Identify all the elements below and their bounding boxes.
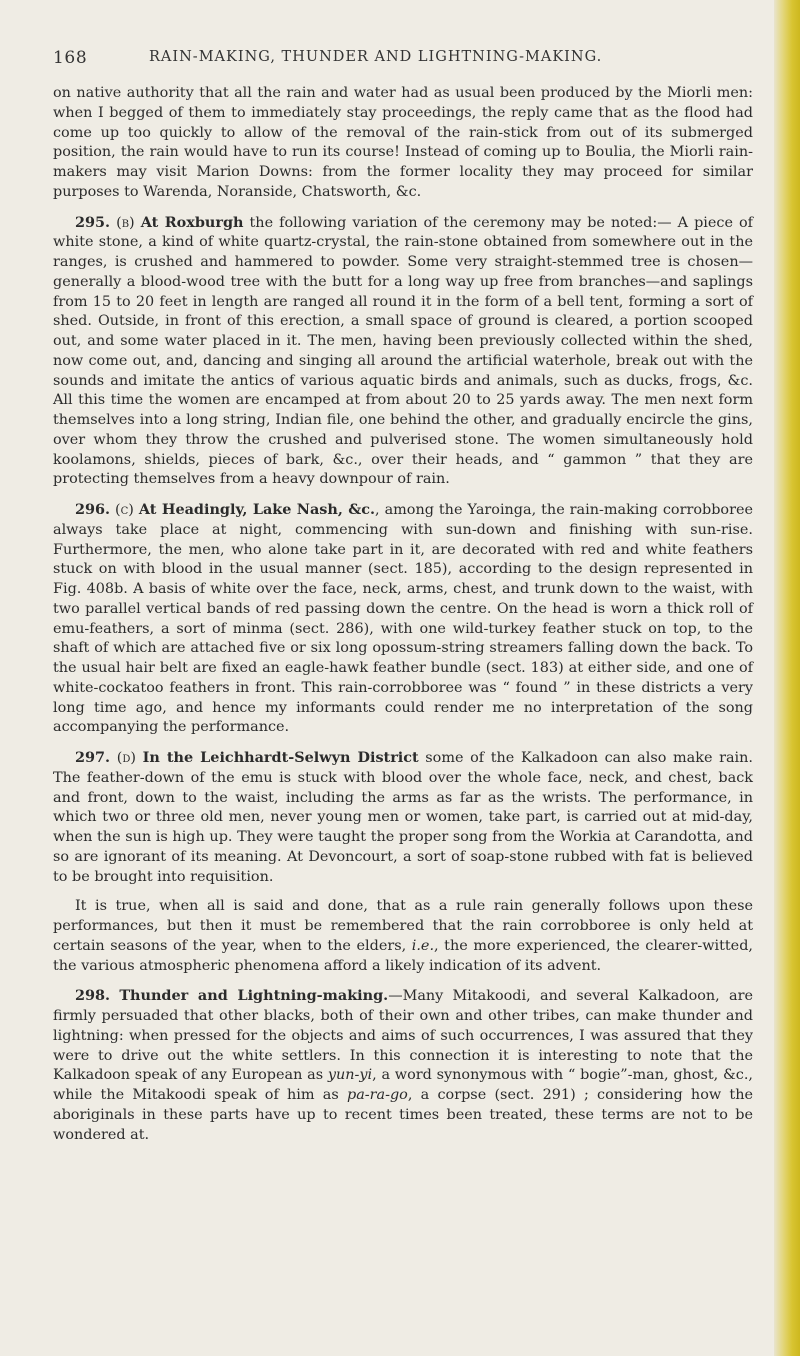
section-297 <box>53 748 753 887</box>
running-head <box>53 48 753 74</box>
section-number: 298. <box>75 987 111 1005</box>
section-place: At Headingly, Lake Nash, &c. <box>138 501 376 518</box>
paragraph-text: It is true, when all is said and done, that as a rule rain generally follows upon these performances, but then it must be remembered that the rain corrobboree is only held at certain seasons of the year, when to the elders, <box>53 898 753 954</box>
section-letter: (d) <box>116 750 136 766</box>
paragraph-text: some of the Kalkadoon can also make rain. The feather-down of the emu is stuck with blood over the whole face, neck, and chest, back and front, down to the waist, including the arms as far as the wrists. The performance, in which two or three old men, never young men or women, take part, is carried out at mid-day, when the sun is high up. They were taught the proper song from the Workia at Carandotta, and so are ignorant of its meaning. At Devoncourt, a sort of soap-stone rubbed with fat is believed to be brought into requisition. <box>53 750 754 885</box>
section-letter: (c) <box>115 502 134 518</box>
section-296 <box>53 500 753 738</box>
paragraph-text: , among the Yaroinga, the rain-making corrobboree always take place at night, commencing with sun-down and finishing with sun-rise. Furthermore, the men, who alone take part in it, are decorated with red and white feathers stuck on with blood in the usual manner (sect. 185), according to the design represented in Fig. 408b. A basis of white over the face, neck, arms, chest, and trunk down to the waist, with two parallel vertical bands of red passing down the centre. On the head is worn a thick roll of emu-feathers, a sort of minma (sect. 286), with one wild-turkey feather stuck on top, to the shaft of which are attached five or six long opossum-string streamers falling down the back. To the usual hair belt are fixed an eagle-hawk feather bundle (sect. 183) at either side, and one of white-cockatoo feathers in front. This rain-corrobboree was “ found ” in these districts a very long time ago, and hence my informants could render me no interpretation of the song accompanying the performance. <box>53 502 753 736</box>
paragraph-continuation <box>53 84 753 203</box>
running-title: RAIN-MAKING, THUNDER AND LIGHTNING-MAKING. <box>149 49 603 65</box>
body-text <box>53 84 753 1145</box>
paragraph-text: , a corpse (sect. 291) ; considering how the aboriginals in these parts have up to recent times been treated, these terms are not to be wondered at. <box>53 1087 753 1143</box>
paragraph-text: , a word synonymous with “ bogie”-man, ghost, &c., while the Mitakoodi speak of him as <box>53 1067 753 1103</box>
section-298 <box>53 986 753 1145</box>
section-place: In the Leichhardt-Selwyn District <box>142 749 419 766</box>
section-place: At Roxburgh <box>140 213 244 231</box>
page-edge-decoration <box>774 0 800 1356</box>
section-title: Thunder and Lightning-making. <box>119 987 389 1005</box>
paragraph-conclusion <box>53 897 753 976</box>
book-page <box>53 48 753 1145</box>
paragraph-text: on native authority that all the rain and water had as usual been produced by the Miorli men: when I begged of them to immediately stay proceedings, the reply came that as the flood had come up too quickly to allow of the removal of the rain-stick from out of its submerged position, the rain would have to run its course! Instead of coming up to Boulia, the Miorli rain-makers may visit Marion Downs: from the former locality they may proceed for similar purposes to Warenda, Noranside, Chatsworth, &c. <box>53 85 753 200</box>
paragraph-text: the following variation of the ceremony may be noted:— A piece of white stone, a kind of white quartz-crystal, the rain-stone obtained from somewhere out in the ranges, is crushed and hammered to powder. Some very straight-stemmed tree is chosen—generally a blood-wood tree with the butt for a long way up free from branches—and saplings from 15 to 20 feet in length are ranged all round it in the form of a bell tent, forming a sort of shed. Outside, in front of this erection, a small space of ground is cleared, a portion scooped out, and some water placed in it. The men, having been previously collected within the shed, now come out, and, dancing and singing all around the artificial waterhole, break out with the sounds and imitate the antics of various aquatic birds and animals, such as ducks, frogs, &c. All this time the women are encamped at from about 20 to 25 yards away. The men next form themselves into a long string, Indian file, one behind the other, and gradually encircle the gins, over whom they throw the crushed and pulverised stone. The women simultaneously hold koolamons, shields, pieces of bark, &c., over their heads, and “ gammon ” that they are protecting themselves from a heavy downpour of rain. <box>53 214 753 488</box>
page-number: 168 <box>53 48 88 68</box>
paragraph-text: —Many Mitakoodi, and several Kalkadoon, are firmly persuaded that other blacks, both of their own and other tribes, can make thunder and lightning: when pressed for the objects and aims of such occurrences, I was assured that they were to drive out the white settlers. In this connection it is interesting to note that the Kalkadoon speak of any European as <box>53 988 753 1084</box>
section-letter: (b) <box>116 214 135 231</box>
section-number: 296. <box>75 501 111 518</box>
section-number: 295. <box>75 213 111 231</box>
section-number: 297. <box>75 749 111 766</box>
italic-word: yun-yi <box>327 1067 373 1084</box>
section-295 <box>53 213 753 491</box>
italic-abbreviation: i.e. <box>411 937 435 954</box>
italic-word: pa-ra-go <box>347 1087 408 1103</box>
paragraph-text: , the more experienced, the clearer-witted, the various atmospheric phenomena afford a likely indication of its advent. <box>53 937 753 974</box>
